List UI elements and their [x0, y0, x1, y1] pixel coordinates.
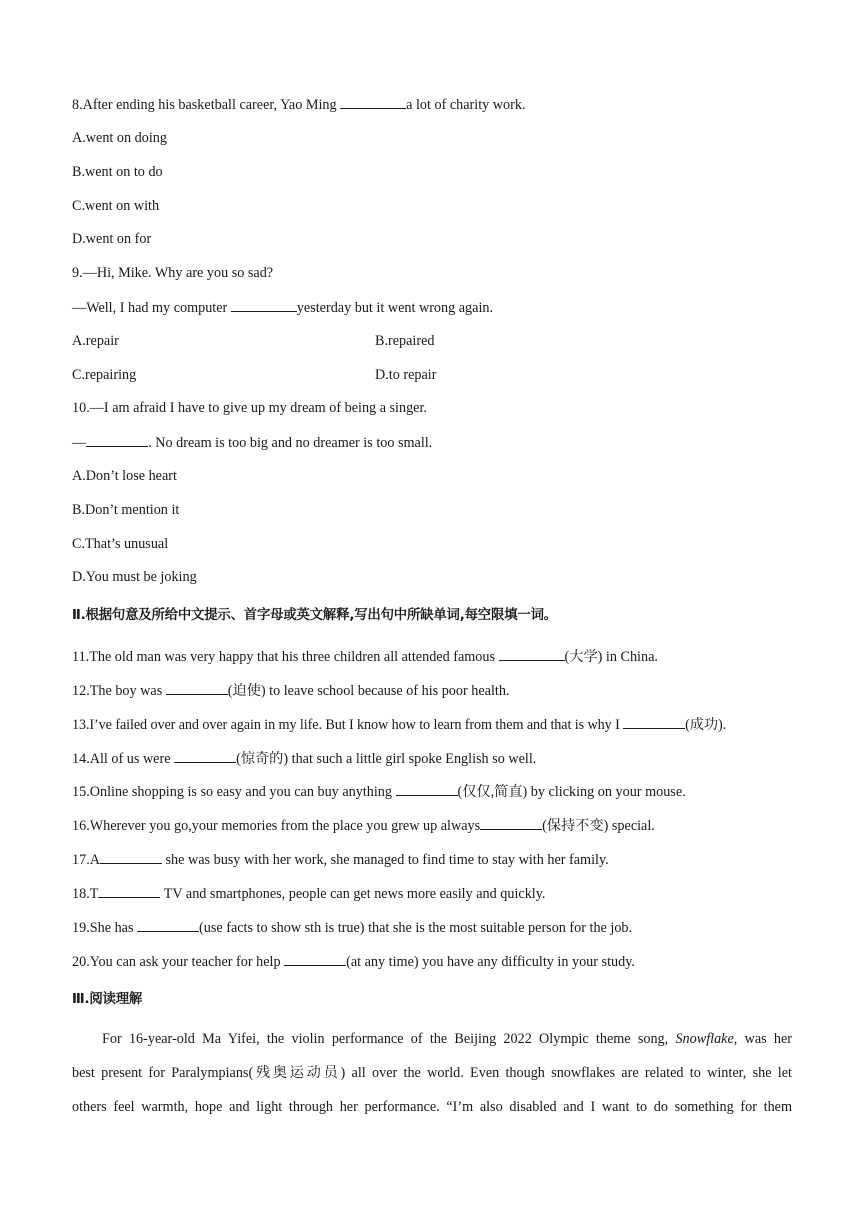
song-title: Snowflake: [675, 1031, 734, 1047]
question-10: 10.—I am afraid I have to give up my dream of being a singer.: [72, 400, 427, 416]
question-text: 18.T: [72, 886, 99, 902]
answer-blank: [480, 816, 542, 830]
paragraph-text: , was her: [733, 1031, 793, 1047]
question-text: 20.You can ask your teacher for help: [72, 954, 285, 970]
question-12: [72, 681, 509, 700]
option-c: C.That’s unusual: [72, 536, 169, 552]
question-text: 14.All of us were: [72, 751, 175, 767]
option-b: B.went on to do: [72, 164, 163, 180]
question-text: 19.She has: [72, 920, 138, 936]
question-text: . No dream is too big and no dreamer is too small.: [148, 435, 433, 451]
question-text: a lot of charity work.: [406, 97, 526, 113]
question-text: yesterday but it went wrong again.: [296, 300, 494, 316]
answer-blank: [231, 298, 297, 312]
question-text: (at any time) you have any difficulty in your study.: [346, 954, 635, 970]
question-9: 9.—Hi, Mike. Why are you so sad?: [72, 265, 274, 281]
question-text: (成功).: [685, 717, 727, 733]
question-15: [72, 782, 686, 801]
answer-blank: [166, 681, 228, 695]
option-b: B.repaired: [375, 333, 435, 349]
question-text: 16.Wherever you go,your memories from the place you grew up always: [72, 818, 481, 834]
question-text: 17.A: [72, 852, 100, 868]
answer-blank: [284, 952, 346, 966]
question-8: [72, 95, 526, 114]
question-19: [72, 918, 632, 937]
question-10-reply: [72, 433, 432, 452]
answer-blank: [98, 884, 160, 898]
answer-blank: [137, 918, 199, 932]
reading-paragraph-line-2: best present for Paralympians(残奥运动员) all over the world. Even though snowflakes are related to winter, she let: [72, 1065, 792, 1081]
reading-paragraph-line-3: others feel warmth, hope and light through her performance. “I’m also disabled and I want to do something for them: [72, 1099, 792, 1115]
section-2-heading: Ⅱ.根据句意及所给中文提示、首字母或英文解释,写出句中所缺单词,每空限填一词。: [72, 608, 557, 623]
question-9-reply: [72, 298, 493, 317]
question-text: 12.The boy was: [72, 683, 166, 699]
question-text: (保持不变) special.: [542, 818, 655, 834]
question-13: [72, 715, 726, 734]
option-a: A.repair: [72, 333, 119, 349]
option-c: C.repairing: [72, 367, 137, 383]
question-20: [72, 952, 635, 971]
option-d: D.to repair: [375, 367, 437, 383]
question-text: (大学) in China.: [564, 649, 658, 665]
option-a: A.Don’t lose heart: [72, 468, 177, 484]
option-d: D.You must be joking: [72, 569, 197, 585]
section-3-heading: Ⅲ.阅读理解: [72, 992, 143, 1007]
question-text: 8.After ending his basketball career, Yao Ming: [72, 97, 341, 113]
question-text: (惊奇的) that such a little girl spoke English so well.: [236, 751, 537, 767]
option-b: B.Don’t mention it: [72, 502, 180, 518]
reading-paragraph-line-1: [72, 1022, 792, 1056]
answer-blank: [340, 95, 406, 109]
answer-blank: [623, 715, 685, 729]
question-14: [72, 749, 536, 768]
question-text: 11.The old man was very happy that his three children all attended famous: [72, 649, 499, 665]
question-11: [72, 647, 658, 666]
answer-blank: [499, 647, 565, 661]
question-text: (仅仅,简直) by clicking on your mouse.: [457, 784, 686, 800]
question-16: [72, 816, 655, 835]
question-text: TV and smartphones, people can get news more easily and quickly.: [160, 886, 546, 902]
question-18: [72, 884, 545, 903]
question-text: —: [72, 435, 87, 451]
answer-blank: [174, 749, 236, 763]
question-text: she was busy with her work, she managed to find time to stay with her family.: [161, 852, 609, 868]
answer-blank: [396, 782, 458, 796]
answer-blank: [86, 433, 148, 447]
question-text: 15.Online shopping is so easy and you can buy anything: [72, 784, 396, 800]
question-text: (use facts to show sth is true) that she is the most suitable person for the job.: [199, 920, 633, 936]
question-text: —Well, I had my computer: [72, 300, 231, 316]
answer-blank: [100, 850, 162, 864]
question-17: [72, 850, 609, 869]
option-c: C.went on with: [72, 198, 160, 214]
question-text: (迫使) to leave school because of his poor health.: [227, 683, 510, 699]
option-d: D.went on for: [72, 231, 152, 247]
paragraph-text: For 16-year-old Ma Yifei, the violin performance of the Beijing 2022 Olympic theme song,: [102, 1031, 676, 1047]
question-text: 13.I’ve failed over and over again in my life. But I know how to learn from them and that is why I: [72, 717, 624, 733]
option-a: A.went on doing: [72, 130, 167, 146]
